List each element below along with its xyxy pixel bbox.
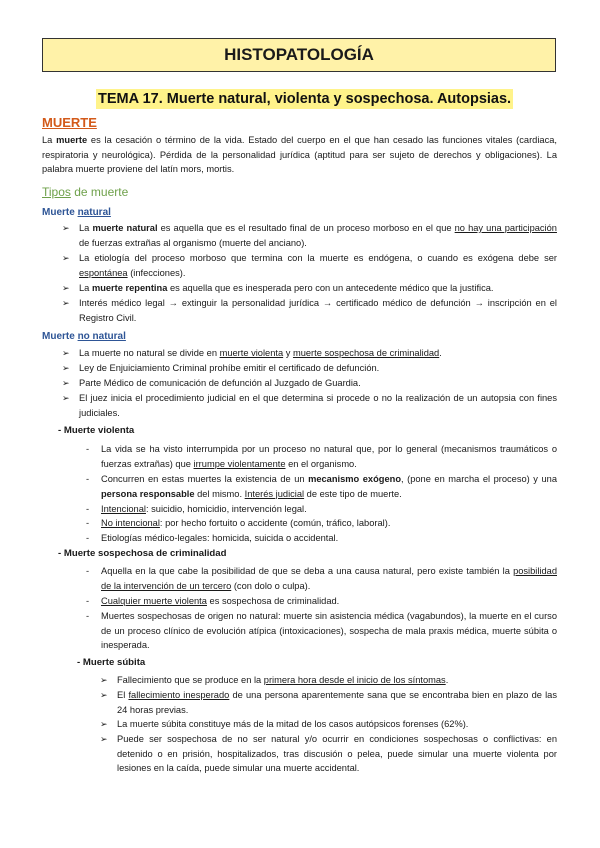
list-item: No intencional: por hecho fortuito o accidente (común, tráfico, laboral). xyxy=(101,518,391,528)
list-item: Puede ser sospechosa de no ser natural y/o ocurrir en condiciones sospechosas o conflictivas: en detenido o en prisión, hospitalizados, tras discusión o pelea, puede simular una muerte violenta por lesiones en la caída, puede simular una muerte accidental. xyxy=(117,734,557,774)
bullet-arrow-icon: ➢ xyxy=(62,348,70,358)
list-item: Ley de Enjuiciamiento Criminal prohíbe emitir el certificado de defunción. xyxy=(79,363,380,373)
tipos-heading: Tipos de muerte xyxy=(42,185,129,199)
bullet-dash: - xyxy=(86,444,90,454)
bullet-arrow-icon: ➢ xyxy=(100,690,108,700)
list-item: El juez inicia el procedimiento judicial en el que determina si procede o no la realización de un autopsia con fines judiciales. xyxy=(79,393,557,418)
list-item: Intencional: suicidio, homicidio, intervención legal. xyxy=(101,504,307,514)
list-item: Fallecimiento que se produce en la primera hora desde el inicio de los síntomas. xyxy=(117,675,449,685)
bullet-arrow-icon: ➢ xyxy=(100,734,108,744)
bullet-dash: - xyxy=(86,596,90,606)
heading-muerte-sospechosa: - Muerte sospechosa de criminalidad xyxy=(58,548,227,559)
list-item: Interés médico legal → extinguir la personalidad jurídica → certificado médico de defunción → inscripción en el Registro Civil. xyxy=(79,298,557,323)
bullet-dash: - xyxy=(86,611,90,621)
topic-subtitle: TEMA 17. Muerte natural, violenta y sospechosa. Autopsias. xyxy=(98,91,512,107)
list-item: Muertes sospechosas de origen no natural: muerte sin asistencia médica (vagabundos), la muerte en el curso de un proceso clínico de evolución atípica (intoxicaciones), sospecha de mala praxis médica, muerte súbita o inesperada. xyxy=(101,611,557,651)
list-item: Etiologías médico-legales: homicida, suicida o accidental. xyxy=(101,533,339,543)
heading-muerte-natural: Muerte natural xyxy=(42,207,111,218)
bullet-arrow-icon: ➢ xyxy=(62,393,70,403)
list-item: La muerte repentina es aquella que es inesperada pero con un antecedente médico que la justifica. xyxy=(79,283,494,293)
bullet-arrow-icon: ➢ xyxy=(62,223,70,233)
section-heading-muerte: MUERTE xyxy=(42,115,97,130)
bullet-arrow-icon: ➢ xyxy=(62,283,70,293)
main-title: HISTOPATOLOGÍA xyxy=(42,38,556,72)
bullet-arrow-icon: ➢ xyxy=(62,253,70,263)
heading-muerte-subita: - Muerte súbita xyxy=(77,657,146,668)
bullet-dash: - xyxy=(86,566,90,576)
intro-paragraph: La muerte es la cesación o término de la vida. Estado del cuerpo en el que han cesado las funciones vitales (cardiaca, respiratoria y neurológica). Pérdida de la personalidad jurídica (aptitud para ser sujeto de derechos y obligaciones). La palabra muerte proviene del latín mors, mortis. xyxy=(42,135,557,175)
list-item: Concurren en estas muertes la existencia de un mecanismo exógeno, (pone en marcha el proceso) y una persona responsable del mismo. Interés judicial de este tipo de muerte. xyxy=(101,474,557,499)
bullet-dash: - xyxy=(86,474,90,484)
list-item: Parte Médico de comunicación de defunción al Juzgado de Guardia. xyxy=(79,378,361,388)
bullet-arrow-icon: ➢ xyxy=(100,719,108,729)
list-item: El fallecimiento inesperado de una persona aparentemente sana que se encontraba bien en plazo de las 24 horas previas. xyxy=(117,690,557,715)
list-item: La muerte súbita constituye más de la mitad de los casos autópsicos forenses (62%). xyxy=(117,719,469,729)
bullet-arrow-icon: ➢ xyxy=(62,363,70,373)
heading-muerte-no-natural: Muerte no natural xyxy=(42,331,126,342)
bullet-arrow-icon: ➢ xyxy=(62,378,70,388)
list-item: La muerte natural es aquella que es el resultado final de un proceso morboso en el que no hay una participación de fuerzas extrañas al organismo (muerte del anciano). xyxy=(79,223,557,248)
list-item: La etiología del proceso morboso que termina con la muerte es endógena, o cuando es exógena debe ser espontánea (infecciones). xyxy=(79,253,557,278)
list-item: La muerte no natural se divide en muerte violenta y muerte sospechosa de criminalidad. xyxy=(79,348,442,358)
bullet-arrow-icon: ➢ xyxy=(62,298,70,308)
list-item: Cualquier muerte violenta es sospechosa de criminalidad. xyxy=(101,596,340,606)
list-item: La vida se ha visto interrumpida por un proceso no natural que, por lo general (mecanismos traumáticos o fuerzas extrañas) que irrumpe violentamente en el organismo. xyxy=(101,444,557,469)
list-item: Aquella en la que cabe la posibilidad de que se deba a una causa natural, pero existe también la posibilidad de la intervención de un tercero (con dolo o culpa). xyxy=(101,566,557,591)
heading-muerte-violenta: - Muerte violenta xyxy=(58,425,135,436)
bullet-dash: - xyxy=(86,533,90,543)
bullet-dash: - xyxy=(86,518,90,528)
bullet-dash: - xyxy=(86,504,90,514)
bullet-arrow-icon: ➢ xyxy=(100,675,108,685)
